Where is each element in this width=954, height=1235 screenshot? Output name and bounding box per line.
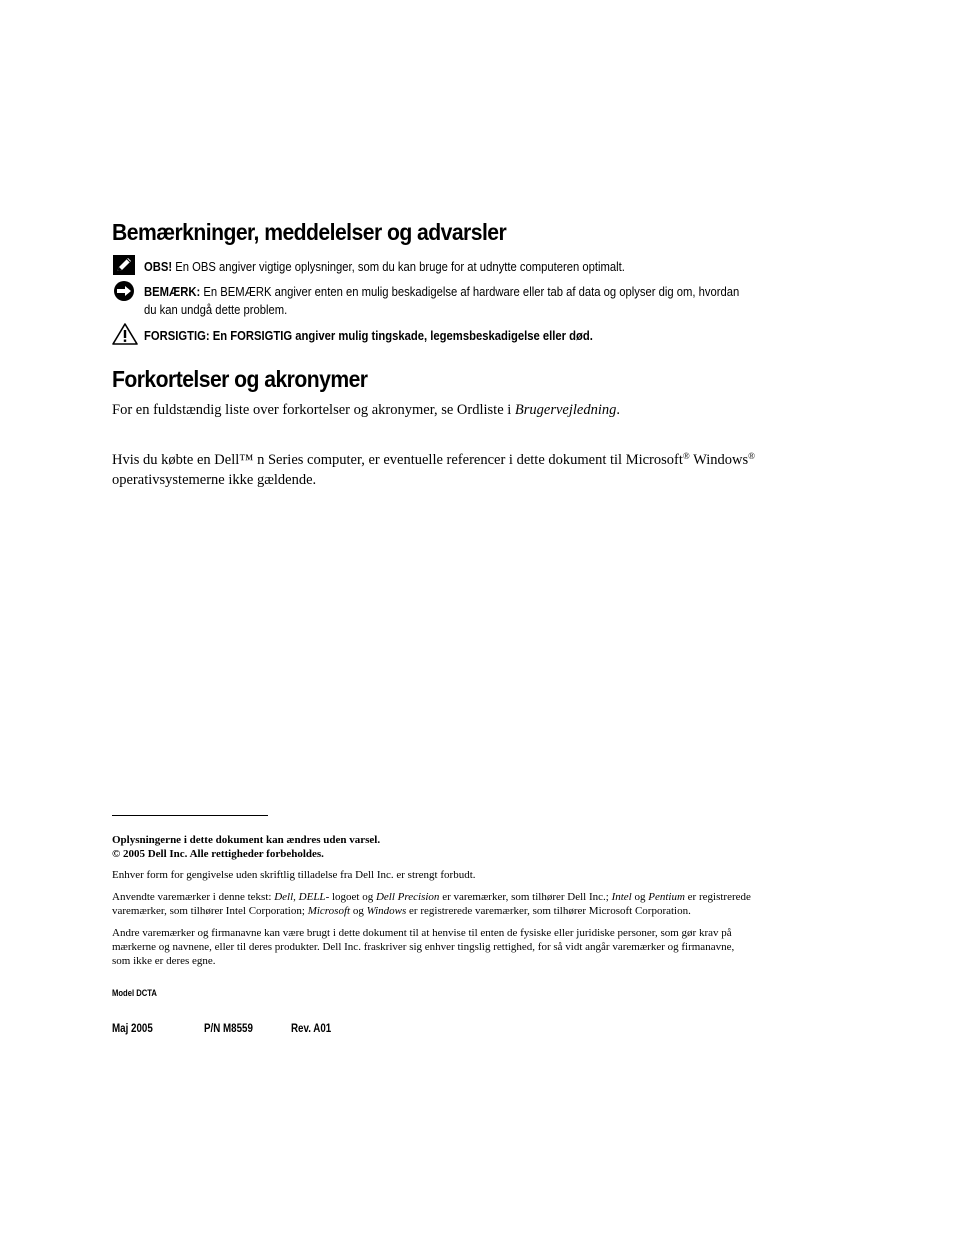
- notice-text-line2: du kan undgå dette problem.: [144, 303, 288, 317]
- tm-microsoft: Microsoft: [307, 905, 351, 917]
- caution-triangle-icon: [112, 323, 138, 345]
- tm-text-6: varemærker, som tilhører Intel Corporation;: [112, 905, 308, 917]
- tm-text-7: og: [350, 905, 367, 917]
- tm-windows: Windows: [366, 905, 407, 917]
- para2-part2: Windows: [689, 452, 749, 468]
- tm-text-4: og: [631, 891, 649, 903]
- caution-text: En FORSIGTIG angiver mulig tingskade, legemsbeskadigelse eller død.: [212, 329, 593, 343]
- footer-subject-to-change: Oplysningerne i dette dokument kan ændres uden varsel.: [112, 834, 381, 846]
- tm-text-2: - logoet og: [325, 891, 376, 903]
- tm-text-1: Anvendte varemærker i denne tekst:: [112, 891, 275, 903]
- tm-text-5: er registrerede: [684, 891, 751, 903]
- registered-mark: ®: [682, 451, 690, 461]
- user-guide-title: Brugervejledning: [514, 402, 617, 418]
- other-tm-line2: mærkerne og navnene, eller til deres produkter. Dell Inc. fraskriver sig enhver tingslig rettighed, for så vidt angår varemærker og firmanavne,: [112, 941, 735, 953]
- model-number: Model DCTA: [112, 988, 157, 998]
- registered-mark-2: ®: [748, 451, 755, 461]
- footer-notice: [112, 833, 822, 861]
- tm-dell: Dell: [274, 891, 294, 903]
- notice-text-line1: En BEMÆRK angiver enten en mulig beskadigelse af hardware eller tab af data og oplyser dig om, hvordan: [203, 285, 740, 299]
- notice: [144, 283, 828, 319]
- pub-date: Maj 2005: [112, 1023, 153, 1035]
- tm-text-8: er registrerede varemærker, som tilhører Microsoft Corporation.: [406, 905, 691, 917]
- other-tm-line1: Andre varemærker og firmanavne kan være brugt i dette dokument til at henvise til enten de fysiske eller juridiske personer, som gør krav på: [112, 927, 732, 939]
- footer-trademarks: [112, 890, 832, 918]
- heading-abbreviations: Forkortelser og akronymer: [112, 366, 368, 392]
- note-pencil-icon: [113, 255, 135, 275]
- footer-divider: [112, 815, 268, 816]
- footer-reproduction: Enhver form for gengivelse uden skriftlig tilladelse fra Dell Inc. er strengt forbudt.: [112, 869, 476, 881]
- tm-pentium: Pentium: [648, 891, 685, 903]
- caution: [144, 327, 828, 345]
- footer-other-trademarks: [112, 926, 832, 968]
- obs-text: En OBS angiver vigtige oplysninger, som du kan bruge for at udnytte computeren optimalt.: [175, 260, 625, 274]
- para1-suffix: .: [616, 402, 621, 418]
- abbreviations-paragraph: [112, 400, 832, 420]
- notice-label: BEMÆRK:: [144, 285, 201, 299]
- tm-text-3: er varemærker, som tilhører Dell Inc.;: [439, 891, 612, 903]
- tm-intel: Intel: [611, 891, 632, 903]
- para1-prefix: For en fuldstændig liste over forkortelser og akronymer, se Ordliste i: [112, 402, 515, 418]
- part-number: P/N M8559: [204, 1023, 253, 1035]
- other-tm-line3: som ikke er deres egne.: [112, 955, 216, 967]
- notice-arrow-icon: [113, 281, 135, 301]
- para2-line2: operativsystemerne ikke gældende.: [112, 472, 317, 488]
- para2-part1: Hvis du købte en Dell™ n Series computer, er eventuelle referencer i dette dokument til Microsoft: [112, 452, 683, 468]
- tm-sep-1: ,: [293, 891, 299, 903]
- footer-copyright: © 2005 Dell Inc. Alle rettigheder forbeholdes.: [112, 848, 324, 860]
- caution-label: FORSIGTIG:: [144, 329, 210, 343]
- heading-notes-notices-cautions: Bemærkninger, meddelelser og advarsler: [112, 219, 507, 245]
- tm-dell-precision: Dell Precision: [375, 891, 440, 903]
- obs-note: [144, 258, 828, 276]
- tm-dell-logo: DELL: [298, 891, 326, 903]
- n-series-paragraph: [112, 450, 842, 490]
- obs-label: OBS!: [144, 260, 173, 274]
- revision: Rev. A01: [291, 1023, 332, 1035]
